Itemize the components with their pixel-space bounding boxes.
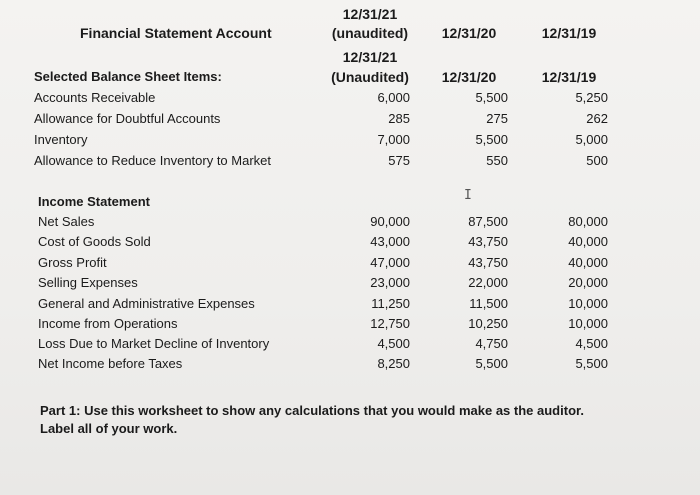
row-label: Income from Operations [38, 316, 178, 331]
row-label: Allowance for Doubtful Accounts [34, 111, 221, 126]
bs-header-2020-date: 12/31/20 [441, 69, 497, 85]
account-column-header: Financial Statement Account [80, 25, 272, 41]
value-2019: 10,000 [568, 316, 608, 331]
value-2020: 4,750 [475, 336, 508, 351]
instructions-line-1: Part 1: Use this worksheet to show any calculations that you would make as the auditor. [40, 403, 584, 418]
row-label: Allowance to Reduce Inventory to Market [34, 153, 272, 168]
row-label: Inventory [34, 132, 88, 147]
value-2020: 10,250 [468, 316, 508, 331]
value-2020: 43,750 [468, 255, 508, 270]
row-label: Selling Expenses [38, 275, 138, 290]
value-2021: 47,000 [370, 255, 410, 270]
row-label: Cost of Goods Sold [38, 234, 151, 249]
row-label: General and Administrative Expenses [38, 296, 255, 311]
value-2020: 11,500 [469, 296, 508, 311]
value-2021: 6,000 [377, 90, 410, 105]
value-2020: 5,500 [475, 90, 508, 105]
value-2019: 20,000 [568, 275, 608, 290]
row-label: Net Sales [38, 214, 95, 229]
header-2021-status: (unaudited) [331, 25, 409, 41]
value-2019: 5,000 [575, 132, 608, 147]
value-2020: 550 [486, 153, 508, 168]
bs-header-2021-status: (Unaudited) [331, 69, 409, 85]
row-label: Loss Due to Market Decline of Inventory [38, 336, 270, 351]
value-2021: 7,000 [377, 132, 410, 147]
value-2021: 285 [388, 111, 410, 126]
value-2019: 10,000 [568, 296, 608, 311]
value-2021: 575 [388, 153, 410, 168]
value-2021: 11,250 [371, 296, 410, 311]
value-2019: 500 [586, 153, 608, 168]
text-cursor-icon: I [464, 188, 472, 203]
value-2019: 262 [586, 111, 608, 126]
value-2019: 5,250 [575, 90, 608, 105]
value-2021: 8,250 [377, 356, 410, 371]
value-2020: 43,750 [468, 234, 508, 249]
value-2020: 22,000 [468, 275, 508, 290]
value-2021: 23,000 [370, 275, 410, 290]
bs-header-2019-date: 12/31/19 [541, 69, 597, 85]
header-2020-date: 12/31/20 [441, 25, 497, 41]
instructions-line-2: Label all of your work. [40, 421, 178, 436]
value-2019: 80,000 [568, 214, 608, 229]
header-2021-date: 12/31/21 [342, 6, 398, 22]
value-2021: 43,000 [370, 234, 410, 249]
income-statement-section-label: Income Statement [38, 194, 150, 209]
value-2019: 40,000 [568, 234, 608, 249]
value-2019: 4,500 [575, 336, 608, 351]
value-2020: 5,500 [475, 132, 508, 147]
header-2019-date: 12/31/19 [541, 25, 597, 41]
value-2019: 40,000 [568, 255, 608, 270]
value-2019: 5,500 [575, 356, 608, 371]
balance-sheet-section-label: Selected Balance Sheet Items: [34, 69, 222, 84]
value-2021: 12,750 [370, 316, 410, 331]
row-label: Gross Profit [38, 255, 107, 270]
row-label: Net Income before Taxes [38, 356, 183, 371]
value-2020: 87,500 [468, 214, 508, 229]
value-2021: 4,500 [377, 336, 410, 351]
value-2020: 5,500 [475, 356, 508, 371]
value-2021: 90,000 [370, 214, 410, 229]
row-label: Accounts Receivable [34, 90, 156, 105]
bs-header-2021-date: 12/31/21 [342, 49, 398, 65]
value-2020: 275 [486, 111, 508, 126]
